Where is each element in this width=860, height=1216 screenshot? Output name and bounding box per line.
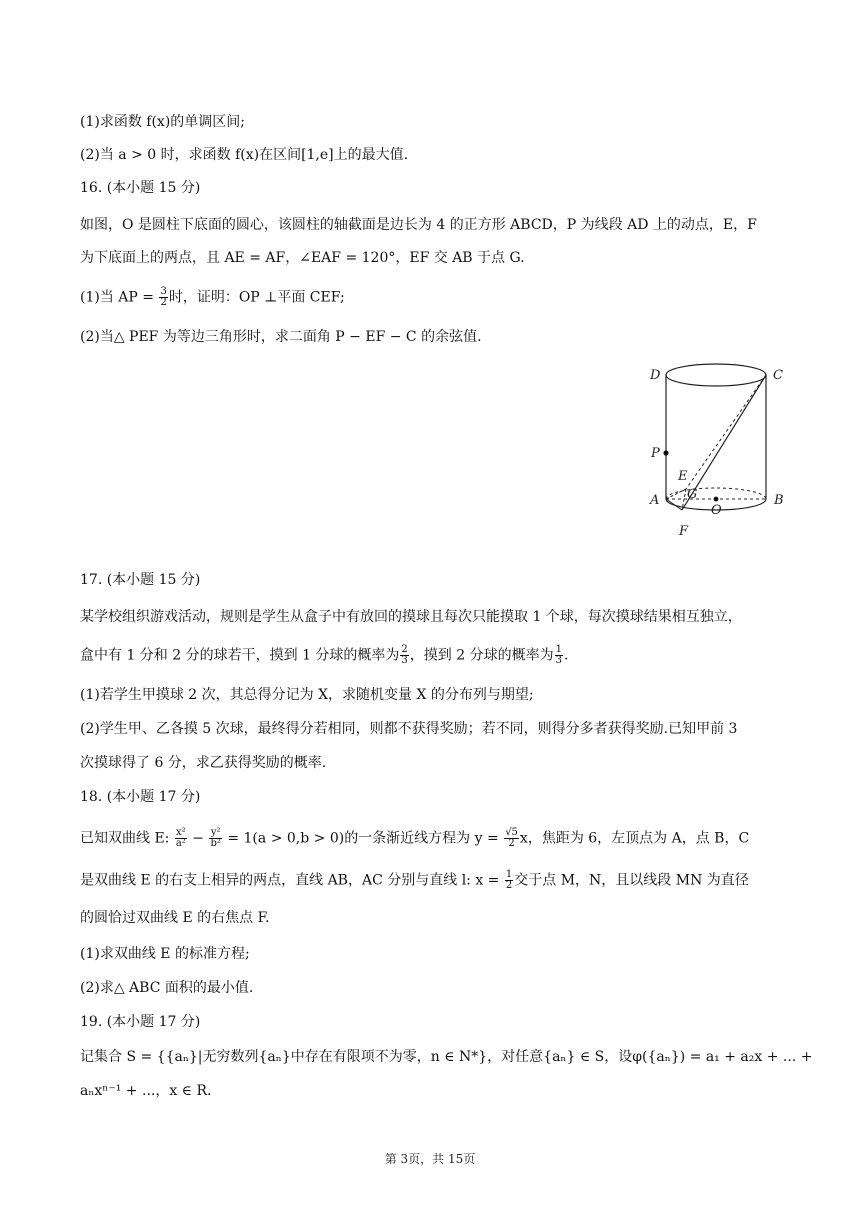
q17-part2-line1: (2)学生甲、乙各摸 5 次球，最终得分若相同，则都不获得奖励；若不同，则得分多者获得奖励.已知甲前 3 [80, 721, 738, 737]
q19-stem-line2: aₙxⁿ⁻¹ + ...，x ∈ R. [80, 1083, 212, 1099]
label-e: E [678, 469, 688, 484]
point-p [663, 450, 668, 455]
q15-part2: (2)当 a > 0 时，求函数 f(x)在区间[1,e]上的最大值. [80, 147, 409, 163]
q18-stem-line1 [80, 828, 800, 849]
label-a: A [650, 493, 660, 508]
fraction-denominator: 2 [505, 880, 513, 891]
q16-heading: 16. (本小题 15 分) [80, 180, 201, 196]
label-o: O [711, 503, 722, 518]
q16-part1-text-b: 时，证明：OP ⊥平面 CEF; [168, 289, 345, 306]
q15-part1: (1)求函数 f(x)的单调区间; [80, 114, 245, 130]
q18-stem-line3: 的圆恰过双曲线 E 的右焦点 F. [80, 910, 270, 926]
top-ellipse [666, 364, 766, 386]
q16-part2: (2)当△ PEF 为等边三角形时，求二面角 P − EF − C 的余弦值. [80, 329, 482, 345]
q18-stem-line2 [80, 870, 800, 891]
label-d: D [650, 368, 661, 383]
q18-text-e: 交于点 M，N，且以线段 MN 为直径 [514, 872, 749, 889]
q18-text-c: x，焦距为 6，左顶点为 A，点 B，C [519, 830, 750, 847]
q18-part2: (2)求△ ABC 面积的最小值. [80, 980, 254, 996]
q17-part1: (1)若学生甲摸球 2 次，其总得分记为 X，求随机变量 X 的分布列与期望; [80, 687, 534, 703]
page-footer: 第 3页，共 15页 [384, 1152, 476, 1166]
q19-stem-line1: 记集合 S = {{aₙ}|无穷数列{aₙ}中存在有限项不为零，n ∈ N*}，对任意{aₙ} ∈ S，设φ({aₙ}) = a₁ + a₂x + ... + [80, 1049, 813, 1065]
q16-stem-line1: 如图，O 是圆柱下底面的圆心，该圆柱的轴截面是边长为 4 的正方形 ABCD，P 为线段 AD 上的动点，E，F [80, 217, 757, 233]
label-b: B [774, 493, 784, 508]
fraction-denominator: b² [210, 838, 221, 849]
q17-heading: 17. (本小题 15 分) [80, 572, 201, 588]
fraction-1-2 [505, 870, 513, 891]
fraction-denominator: 3 [401, 655, 408, 666]
q17-part2-line2: 次摸球得了 6 分，求乙获得奖励的概率. [80, 755, 327, 771]
point-o [714, 497, 719, 502]
fraction-denominator: 2 [508, 838, 515, 849]
fraction-denominator: 2 [160, 297, 167, 308]
fraction-numerator: x² [176, 827, 186, 838]
fraction-3-2 [159, 287, 167, 308]
fraction-sqrt5-2 [504, 828, 519, 849]
q17-stem-line2 [80, 645, 800, 666]
fraction-1-3 [555, 645, 563, 666]
label-f: F [679, 524, 689, 539]
q18-text-b: = 1(a > 0,b > 0)的一条渐近线方程为 y = [222, 830, 504, 847]
q17-text-a: 盒中有 1 分和 2 分的球若干，摸到 1 分球的概率为 [80, 647, 400, 664]
q16-part1-text-a: (1)当 AP = [80, 289, 159, 306]
q17-stem-line1: 某学校组织游戏活动，规则是学生从盒子中有放回的摸球且每次只能摸取 1 个球，每次摸球结果相互独立， [80, 609, 742, 625]
label-c: C [773, 368, 783, 383]
q18-text-a: 已知双曲线 E: [80, 830, 174, 847]
q16-stem-line2: 为下底面上的两点，且 AE = AF，∠EAF = 120°，EF 交 AB 于点 G. [80, 250, 525, 266]
fraction-numerator: 1 [505, 869, 513, 880]
fraction-2-3 [400, 645, 408, 666]
segment-ce [686, 375, 766, 489]
q18-heading: 18. (本小题 17 分) [80, 789, 201, 805]
segment-af [666, 499, 682, 510]
label-p: P [651, 446, 660, 461]
fraction-numerator: 3 [160, 286, 167, 297]
fraction-numerator: √5 [505, 827, 518, 838]
fraction-numerator: 1 [555, 644, 562, 655]
fraction-numerator: y² [210, 827, 221, 838]
q18-text-d: 是双曲线 E 的右支上相异的两点，直线 AB，AC 分别与直线 l: x = [80, 872, 504, 889]
fraction-y2-b2 [209, 828, 221, 849]
fraction-denominator: 3 [555, 655, 562, 666]
q18-minus: − [187, 830, 209, 847]
q17-text-b: ，摸到 2 分球的概率为 [409, 647, 554, 664]
fraction-denominator: a² [175, 838, 186, 849]
q19-heading: 19. (本小题 17 分) [80, 1014, 201, 1030]
q16-part1 [80, 287, 800, 308]
cylinder-figure [640, 358, 800, 558]
label-g: G [687, 487, 698, 502]
q18-part1: (1)求双曲线 E 的标准方程; [80, 946, 250, 962]
fraction-numerator: 2 [401, 644, 408, 655]
q17-text-c: . [563, 647, 569, 664]
fraction-x2-a2 [175, 828, 187, 849]
